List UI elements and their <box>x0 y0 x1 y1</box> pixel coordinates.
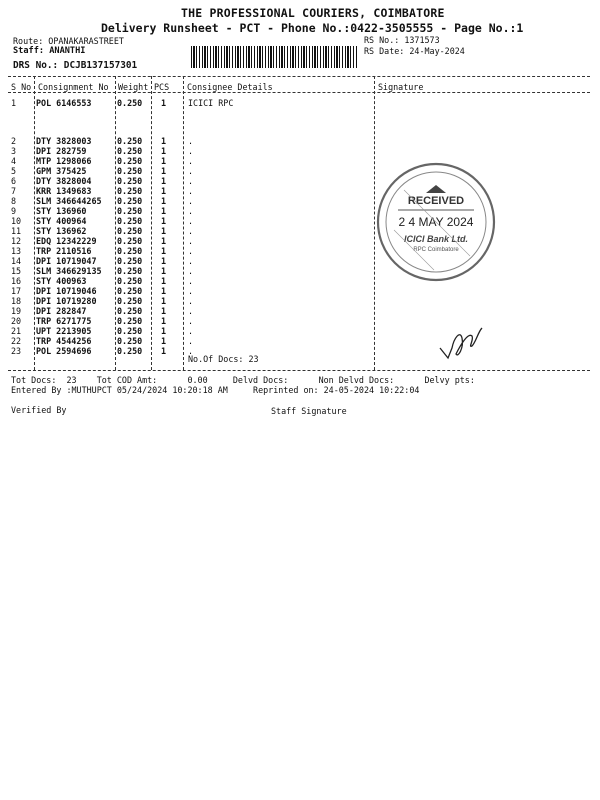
col-header-consignee: Consignee Details <box>187 82 273 92</box>
row-weight: 0.250 <box>117 136 143 146</box>
row-consignment-no: KRR 1349683 <box>36 186 92 196</box>
row-consignee: . <box>188 236 194 246</box>
row-pcs: 1 <box>161 146 167 156</box>
row-weight: 0.250 <box>117 346 143 356</box>
row-consignee: . <box>188 316 194 326</box>
row-consignment-no: GPM 375425 <box>36 166 87 176</box>
footer-rule <box>8 370 590 371</box>
row-sno: 10 <box>11 216 22 226</box>
row-weight: 0.250 <box>117 256 143 266</box>
row-consignment-no: DTY 3828004 <box>36 176 92 186</box>
handwritten-signature <box>438 318 486 366</box>
row-weight: 0.250 <box>117 306 143 316</box>
route-label: Route: OPANAKARASTREET <box>13 36 124 46</box>
row-sno: 3 <box>11 146 17 156</box>
row-pcs: 1 <box>161 336 167 346</box>
row-weight: 0.250 <box>117 336 143 346</box>
row-consignment-no: DPI 282847 <box>36 306 87 316</box>
row-pcs: 1 <box>161 246 167 256</box>
row-consignee: . <box>188 186 194 196</box>
col-header-consignment: Consignment No <box>38 82 109 92</box>
row-sno: 7 <box>11 186 17 196</box>
document-title: THE PROFESSIONAL COURIERS, COIMBATORE <box>181 6 445 20</box>
row-weight: 0.250 <box>117 316 143 326</box>
row-pcs: 1 <box>161 346 167 356</box>
row-weight: 0.250 <box>117 156 143 166</box>
row-consignment-no: TRP 6271775 <box>36 316 92 326</box>
row-pcs: 1 <box>161 306 167 316</box>
row-pcs: 1 <box>161 98 167 108</box>
row-pcs: 1 <box>161 236 167 246</box>
row-consignment-no: POL 6146553 <box>36 98 92 108</box>
row-pcs: 1 <box>161 166 167 176</box>
rs-date: RS Date: 24-May-2024 <box>364 46 465 56</box>
row-sno: 20 <box>11 316 22 326</box>
row-weight: 0.250 <box>117 176 143 186</box>
row-pcs: 1 <box>161 156 167 166</box>
row-weight: 0.250 <box>117 236 143 246</box>
row-weight: 0.250 <box>117 296 143 306</box>
column-divider <box>115 76 116 370</box>
staff-signature-label: Staff Signature <box>271 406 347 416</box>
row-consignee: . <box>188 336 194 346</box>
row-pcs: 1 <box>161 216 167 226</box>
row-consignment-no: STY 136960 <box>36 206 87 216</box>
row-consignment-no: DTY 3828003 <box>36 136 92 146</box>
row-consignee: . <box>188 296 194 306</box>
row-pcs: 1 <box>161 256 167 266</box>
row-sno: 4 <box>11 156 17 166</box>
row-pcs: 1 <box>161 206 167 216</box>
row-sno: 13 <box>11 246 22 256</box>
row-consignee: . <box>188 286 194 296</box>
column-divider <box>151 76 152 370</box>
row-sno: 23 <box>11 346 22 356</box>
row-weight: 0.250 <box>117 246 143 256</box>
row-consignee: ICICI RPC <box>188 98 234 108</box>
row-pcs: 1 <box>161 326 167 336</box>
row-weight: 0.250 <box>117 266 143 276</box>
col-header-pcs: PCS <box>154 82 170 92</box>
row-pcs: 1 <box>161 316 167 326</box>
col-header-weight: Weight <box>118 82 149 92</box>
row-consignment-no: STY 400963 <box>36 276 87 286</box>
row-pcs: 1 <box>161 276 167 286</box>
row-pcs: 1 <box>161 266 167 276</box>
row-sno: 15 <box>11 266 22 276</box>
row-sno: 18 <box>11 296 22 306</box>
stamp-org: ICICI Bank Ltd. <box>403 234 469 244</box>
drs-number: DRS No.: DCJB137157301 <box>13 60 138 71</box>
row-sno: 16 <box>11 276 22 286</box>
row-consignee: . <box>188 266 194 276</box>
row-pcs: 1 <box>161 196 167 206</box>
row-weight: 0.250 <box>117 166 143 176</box>
row-consignee: . <box>188 326 194 336</box>
row-weight: 0.250 <box>117 206 143 216</box>
row-sno: 14 <box>11 256 22 266</box>
row-consignment-no: UPT 2213905 <box>36 326 92 336</box>
row-consignment-no: SLM 346629135 <box>36 266 102 276</box>
row-consignee: . <box>188 166 194 176</box>
received-stamp <box>374 160 498 284</box>
row-pcs: 1 <box>161 186 167 196</box>
row-consignment-no: DPI 282759 <box>36 146 87 156</box>
row-weight: 0.250 <box>117 216 143 226</box>
no-of-docs: No.Of Docs: 23 <box>188 354 259 364</box>
row-weight: 0.250 <box>117 286 143 296</box>
row-consignee: . <box>188 176 194 186</box>
row-consignment-no: SLM 346644265 <box>36 196 102 206</box>
row-pcs: 1 <box>161 136 167 146</box>
row-pcs: 1 <box>161 226 167 236</box>
row-sno: 8 <box>11 196 17 206</box>
row-sno: 22 <box>11 336 22 346</box>
row-consignee: . <box>188 246 194 256</box>
row-weight: 0.250 <box>117 98 143 108</box>
row-consignee: . <box>188 196 194 206</box>
row-sno: 12 <box>11 236 22 246</box>
col-header-sno: S No <box>11 82 32 92</box>
row-sno: 11 <box>11 226 22 236</box>
barcode <box>191 46 357 68</box>
column-divider <box>183 76 184 370</box>
col-header-signature: Signature <box>378 82 424 92</box>
row-sno: 17 <box>11 286 22 296</box>
row-weight: 0.250 <box>117 276 143 286</box>
row-sno: 19 <box>11 306 22 316</box>
row-pcs: 1 <box>161 296 167 306</box>
row-pcs: 1 <box>161 286 167 296</box>
row-consignee: . <box>188 276 194 286</box>
row-consignment-no: DPI 10719280 <box>36 296 97 306</box>
verified-by-label: Verified By <box>11 405 67 415</box>
entered-by-line: Entered By :MUTHUPCT 05/24/2024 10:20:18 AM Reprinted on: 24-05-2024 10:22:04 <box>11 385 420 395</box>
row-consignee: . <box>188 216 194 226</box>
row-consignment-no: TRP 4544256 <box>36 336 92 346</box>
row-consignee: . <box>188 306 194 316</box>
document-subtitle: Delivery Runsheet - PCT - Phone No.:0422-3505555 - Page No.:1 <box>101 21 524 35</box>
row-consignment-no: TRP 2110516 <box>36 246 92 256</box>
row-consignee: . <box>188 226 194 236</box>
row-sno: 21 <box>11 326 22 336</box>
table-top-rule <box>8 76 590 77</box>
row-pcs: 1 <box>161 176 167 186</box>
column-divider <box>34 76 35 370</box>
stamp-received: RECEIVED <box>407 195 465 207</box>
row-consignee: . <box>188 156 194 166</box>
table-header-rule <box>8 92 590 93</box>
row-sno: 9 <box>11 206 17 216</box>
row-consignee: . <box>188 346 194 356</box>
row-weight: 0.250 <box>117 146 143 156</box>
row-consignee: . <box>188 206 194 216</box>
rs-number: RS No.: 1371573 <box>364 35 440 45</box>
row-consignee: . <box>188 146 194 156</box>
row-consignment-no: MTP 1298066 <box>36 156 92 166</box>
row-weight: 0.250 <box>117 196 143 206</box>
row-consignee: . <box>188 256 194 266</box>
row-weight: 0.250 <box>117 186 143 196</box>
row-consignment-no: DPI 10719047 <box>36 256 97 266</box>
row-weight: 0.250 <box>117 326 143 336</box>
row-consignment-no: DPI 10719046 <box>36 286 97 296</box>
row-sno: 5 <box>11 166 17 176</box>
totals-line: Tot Docs: 23 Tot COD Amt: 0.00 Delvd Docs: Non Delvd Docs: Delvy pts: <box>11 375 475 385</box>
stamp-date: 2 4 MAY 2024 <box>398 215 474 229</box>
row-consignment-no: POL 2594696 <box>36 346 92 356</box>
stamp-dept: RPC Coimbatore <box>413 247 459 253</box>
staff-label: Staff: ANANTHI <box>13 46 86 56</box>
row-consignment-no: STY 400964 <box>36 216 87 226</box>
row-sno: 1 <box>11 98 17 108</box>
row-sno: 6 <box>11 176 17 186</box>
row-weight: 0.250 <box>117 226 143 236</box>
row-consignment-no: EDQ 12342229 <box>36 236 97 246</box>
row-sno: 2 <box>11 136 17 146</box>
row-consignment-no: STY 136962 <box>36 226 87 236</box>
row-consignee: . <box>188 136 194 146</box>
